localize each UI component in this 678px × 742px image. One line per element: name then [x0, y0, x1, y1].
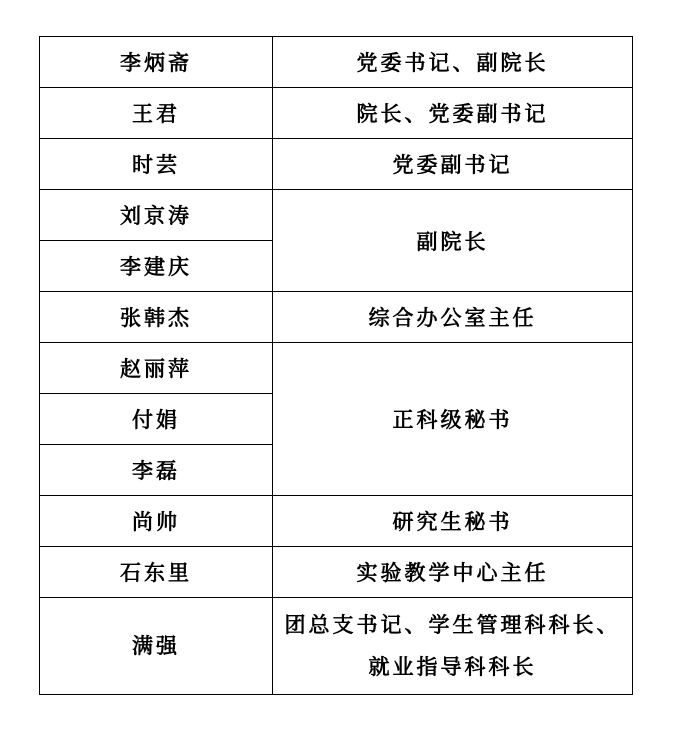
name-cell: 王君 [40, 88, 273, 139]
table-row [40, 343, 633, 394]
staff-roster-table [39, 36, 633, 695]
title-cell: 院长、党委副书记 [273, 88, 633, 139]
name-cell: 石东里 [40, 547, 273, 598]
name-cell: 时芸 [40, 139, 273, 190]
title-cell: 实验教学中心主任 [273, 547, 633, 598]
table-row [40, 496, 633, 547]
name-cell: 李磊 [40, 445, 273, 496]
title-line: 团总支书记、学生管理科科长、 [284, 612, 621, 637]
title-cell: 综合办公室主任 [273, 292, 633, 343]
table-row [40, 292, 633, 343]
name-cell: 刘京涛 [40, 190, 273, 241]
title-line: 就业指导科科长 [368, 654, 537, 679]
title-cell: 党委副书记 [273, 139, 633, 190]
name-cell: 尚帅 [40, 496, 273, 547]
title-cell: 党委书记、副院长 [273, 37, 633, 88]
name-cell: 李建庆 [40, 241, 273, 292]
title-cell [273, 598, 633, 695]
name-cell: 张韩杰 [40, 292, 273, 343]
table-row [40, 598, 633, 695]
table-row [40, 37, 633, 88]
table-row [40, 139, 633, 190]
table-row [40, 190, 633, 241]
name-cell: 赵丽萍 [40, 343, 273, 394]
title-cell: 正科级秘书 [273, 343, 633, 496]
name-cell: 李炳斋 [40, 37, 273, 88]
title-cell: 研究生秘书 [273, 496, 633, 547]
table-row [40, 88, 633, 139]
name-cell: 满强 [40, 598, 273, 695]
title-cell: 副院长 [273, 190, 633, 292]
name-cell: 付娟 [40, 394, 273, 445]
table-row [40, 547, 633, 598]
